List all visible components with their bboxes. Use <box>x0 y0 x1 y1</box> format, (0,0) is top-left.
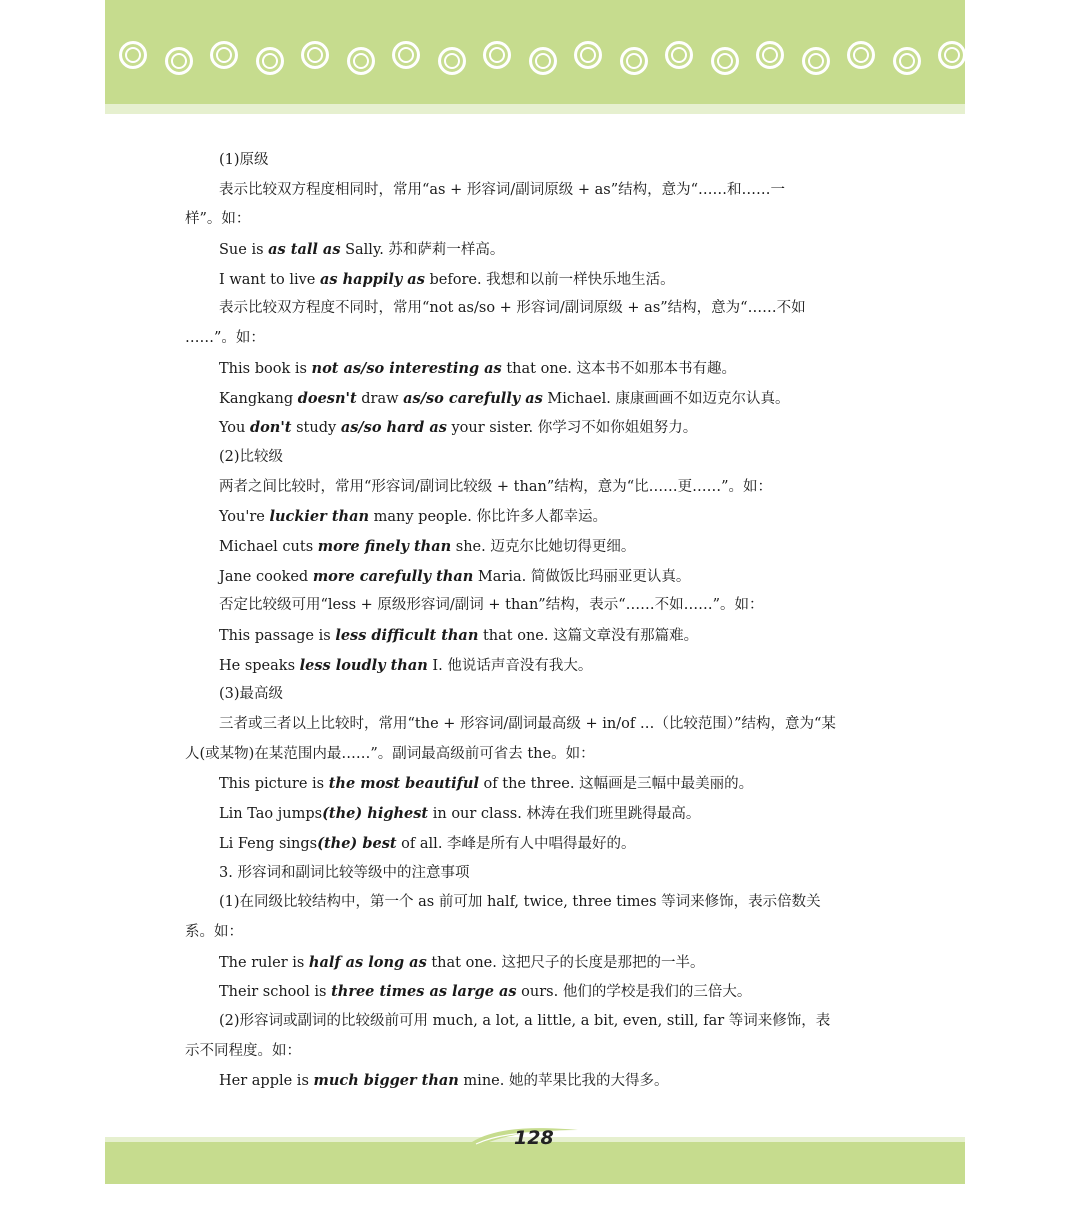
ring-icon <box>119 41 147 69</box>
text-line <box>185 413 885 443</box>
example-phrase: much bigger than <box>313 1072 459 1090</box>
text-line <box>185 384 885 414</box>
text-line <box>185 888 885 918</box>
text-segment: (1)原级 <box>219 152 269 168</box>
ring-icon <box>620 47 648 75</box>
text-segment: 样”。如： <box>185 211 251 228</box>
text-segment: This book is <box>219 360 312 377</box>
example-phrase: doesn't <box>297 389 357 407</box>
text-line <box>185 294 885 324</box>
text-segment: 3. 形容词和副词比较等级中的注意事项 <box>219 864 470 881</box>
text-line <box>185 1066 885 1096</box>
ring-icon <box>756 41 784 69</box>
text-segment: (1)在同级比较结构中，第一个 as 前可加 half, twice, three times 等词来修饰，表示倍数关 <box>219 894 821 911</box>
text-segment: 否定比较级可用“less + 原级形容词/副词 + than”结构，表示“……不如……”。如： <box>219 597 764 614</box>
text-line <box>185 799 885 829</box>
text-line <box>185 562 885 592</box>
text-line <box>185 621 885 651</box>
example-phrase: luckier than <box>269 508 370 526</box>
text-segment: Li Feng sings <box>219 835 318 852</box>
text-segment: The ruler is <box>219 954 309 971</box>
ring-icon <box>938 41 966 69</box>
text-line <box>185 1037 885 1067</box>
text-segment: that one. 这篇文章没有那篇难。 <box>478 628 699 644</box>
text-segment: Their school is <box>219 984 332 1001</box>
text-segment: I. 他说话声音没有我大。 <box>427 657 593 674</box>
text-segment: Kangkang <box>219 390 298 407</box>
text-line <box>185 443 885 473</box>
text-segment: (2)比较级 <box>219 448 284 465</box>
ring-icon <box>301 41 329 69</box>
example-phrase: (the) best <box>317 834 397 852</box>
text-line <box>185 977 885 1007</box>
example-phrase: the most beautiful <box>328 775 479 793</box>
text-segment: Jane cooked <box>219 568 313 585</box>
ring-icon <box>711 47 739 75</box>
example-phrase: more carefully than <box>312 567 474 585</box>
text-line <box>185 591 885 621</box>
text-line <box>185 918 885 948</box>
header-divider <box>105 104 965 114</box>
example-phrase: three times as large as <box>331 983 517 1001</box>
example-phrase: more finely than <box>317 537 452 555</box>
text-line <box>185 680 885 710</box>
text-segment: He speaks <box>219 657 300 674</box>
text-segment: (2)形容词或副词的比较级前可用 much, a lot, a little, a bit, even, still, far 等词来修饰，表 <box>219 1012 831 1029</box>
text-line <box>185 710 885 740</box>
example-phrase: less difficult than <box>335 627 479 644</box>
ring-icon <box>165 47 193 75</box>
text-segment: 三者或三者以上比较时，常用“the + 形容词/副词最高级 + in/of …（比较范围）”结构，意为“某 <box>219 716 836 733</box>
ring-icon <box>802 47 830 75</box>
text-segment: your sister. 你学习不如你姐姐努力。 <box>446 420 698 437</box>
text-segment: mine. 她的苹果比我的大得多。 <box>458 1073 669 1090</box>
text-segment: of all. 李峰是所有人中唱得最好的。 <box>396 835 636 852</box>
ring-icon <box>665 41 693 69</box>
text-line <box>185 502 885 532</box>
example-phrase: don't <box>250 419 292 437</box>
text-line <box>185 146 885 176</box>
ring-icon <box>438 47 466 75</box>
example-phrase: (the) highest <box>322 805 429 823</box>
text-segment: 表示比较双方程度相同时，常用“as + 形容词/副词原级 + as”结构，意为“……和……一 <box>219 181 786 198</box>
text-line <box>185 205 885 235</box>
example-phrase: as/so hard as <box>340 419 447 437</box>
ring-icon <box>347 47 375 75</box>
text-segment: Sally. 苏和萨莉一样高。 <box>340 242 505 259</box>
text-segment: that one. 这本书不如那本书有趣。 <box>501 360 736 377</box>
text-line <box>185 859 885 889</box>
text-segment: Sue is <box>219 242 269 259</box>
text-line <box>185 324 885 354</box>
text-line <box>185 354 885 384</box>
text-segment: 系。如： <box>185 923 243 940</box>
text-segment: This passage is <box>219 628 336 644</box>
example-phrase: not as/so interesting as <box>311 359 502 377</box>
text-segment: many people. 你比许多人都幸运。 <box>369 509 607 526</box>
text-segment: study <box>291 420 341 437</box>
text-line <box>185 532 885 562</box>
text-line <box>185 948 885 978</box>
text-segment: I want to live <box>219 271 320 288</box>
text-segment: (3)最高级 <box>219 686 284 703</box>
text-line <box>185 473 885 503</box>
text-line <box>185 1007 885 1037</box>
example-phrase: as/so carefully as <box>403 389 543 407</box>
example-phrase: as tall as <box>268 241 341 259</box>
text-segment: Lin Tao jumps <box>219 806 323 823</box>
example-phrase: as happily as <box>320 270 425 288</box>
ring-icon <box>529 47 557 75</box>
text-segment: ……”。如： <box>185 330 265 347</box>
text-line <box>185 235 885 265</box>
ring-icon <box>210 41 238 69</box>
text-segment: she. 迈克尔比她切得更细。 <box>451 538 636 555</box>
text-segment: Michael cuts <box>219 538 318 555</box>
grammar-text-body <box>185 146 885 1096</box>
text-segment: Maria. 简做饭比玛丽亚更认真。 <box>473 568 691 585</box>
text-segment: You <box>219 420 250 437</box>
text-segment: 示不同程度。如： <box>185 1042 301 1059</box>
text-segment: that one. 这把尺子的长度是那把的一半。 <box>426 954 705 971</box>
text-line <box>185 829 885 859</box>
text-line <box>185 651 885 681</box>
ring-icon <box>847 41 875 69</box>
text-segment: This picture is <box>219 776 329 793</box>
text-segment: ours. 他们的学校是我们的三倍大。 <box>516 984 752 1001</box>
ring-icon <box>893 47 921 75</box>
ring-icon <box>483 41 511 69</box>
text-segment: draw <box>356 390 404 407</box>
text-segment: Michael. 康康画画不如迈克尔认真。 <box>542 390 790 407</box>
example-phrase: less loudly than <box>299 656 428 674</box>
text-segment: You're <box>219 509 270 526</box>
ring-icon <box>574 41 602 69</box>
ring-icon <box>256 47 284 75</box>
text-line <box>185 769 885 799</box>
text-segment: 表示比较双方程度不同时，常用“not as/so + 形容词/副词原级 + as”结构，意为“……不如 <box>219 300 806 317</box>
text-segment: in our class. 林涛在我们班里跳得最高。 <box>428 806 701 823</box>
decorative-rings <box>105 0 965 104</box>
text-segment: 人(或某物)在某范围内最……”。副词最高级前可省去 the。如： <box>185 745 595 762</box>
ring-icon <box>392 41 420 69</box>
text-segment: of the three. 这幅画是三幅中最美丽的。 <box>478 776 754 793</box>
text-line <box>185 176 885 206</box>
text-segment: before. 我想和以前一样快乐地生活。 <box>424 271 675 288</box>
text-segment: Her apple is <box>219 1073 314 1090</box>
page-number: 128 <box>514 1127 554 1149</box>
text-line <box>185 265 885 295</box>
text-segment: 两者之间比较时，常用“形容词/副词比较级 + than”结构，意为“比……更……”。如： <box>219 478 773 495</box>
example-phrase: half as long as <box>308 953 427 971</box>
text-line <box>185 740 885 770</box>
header-band <box>105 0 965 104</box>
